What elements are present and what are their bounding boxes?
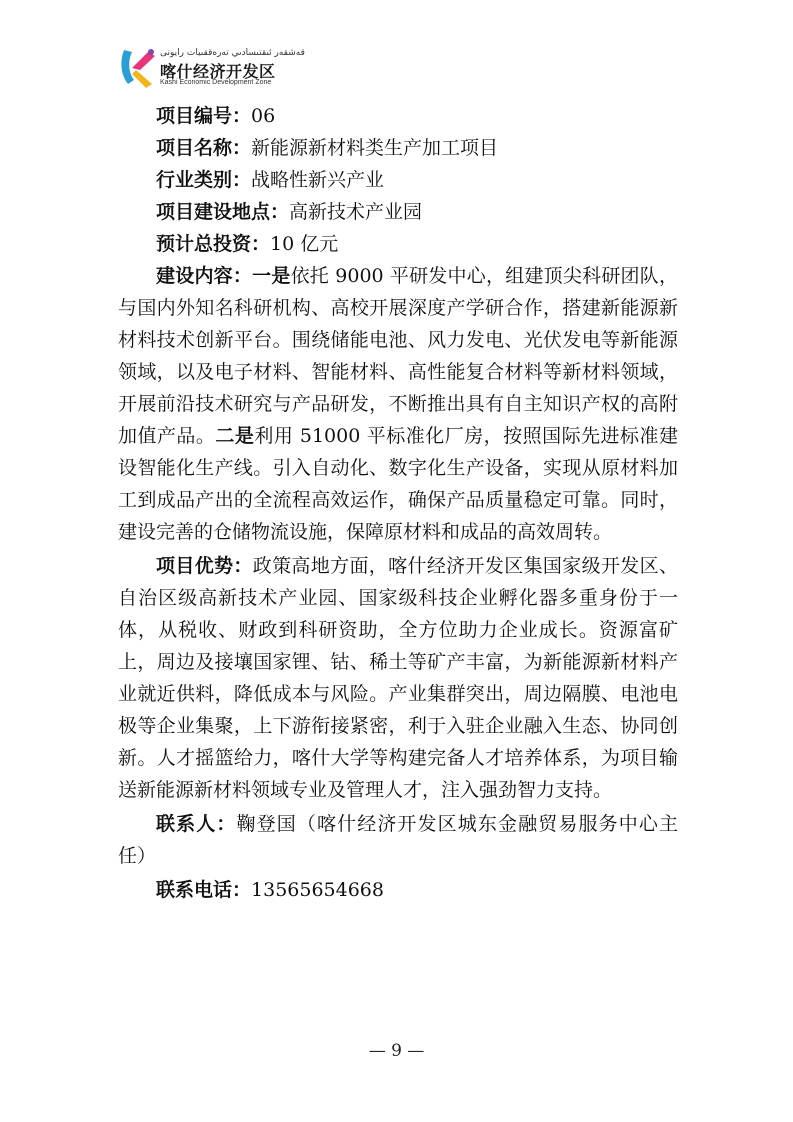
investment-label: 预计总投资： bbox=[156, 233, 271, 255]
project-number-label: 项目编号： bbox=[156, 105, 252, 127]
project-number-line bbox=[118, 100, 678, 132]
construction-second-marker: 二是 bbox=[215, 425, 255, 447]
construction-paragraph bbox=[118, 260, 678, 548]
kashi-logo bbox=[118, 46, 305, 90]
location-label: 项目建设地点： bbox=[156, 201, 290, 223]
construction-label: 建设内容： bbox=[156, 265, 253, 287]
project-name-label: 项目名称： bbox=[156, 137, 252, 159]
construction-second-text: 利用 51000 平标准化厂房，按照国际先进标准建设智能化生产线。引入自动化、数字化生产设备，实现从原材料加工到成品产出的全流程高效运作，确保产品质量稳定可靠。同时，建设完善的仓储物流设施，保障原材料和成品的高效周转。 bbox=[118, 425, 678, 543]
contact-person-value: 鞠登国（喀什经济开发区城东金融贸易服务中心主任） bbox=[118, 813, 678, 867]
document-body bbox=[118, 100, 678, 906]
location-value: 高新技术产业园 bbox=[289, 201, 423, 223]
investment-value: 10 亿元 bbox=[270, 233, 339, 255]
industry-label: 行业类别： bbox=[156, 169, 252, 191]
contact-phone-label: 联系电话： bbox=[156, 879, 252, 901]
logo-chinese-text: 喀什经济开发区 bbox=[160, 62, 276, 81]
kashi-logo-mark-icon bbox=[118, 46, 158, 90]
project-name-line bbox=[118, 132, 678, 164]
project-number-value: 06 bbox=[251, 105, 276, 127]
contact-person-paragraph bbox=[118, 808, 678, 872]
logo-english-text: Kashi Economic Development Zone bbox=[160, 79, 272, 86]
contact-phone-value: 13565654668 bbox=[251, 879, 384, 901]
logo-uyghur-text: قەشقەر ئىقتىسادىي تەرەققىيات رايونى bbox=[160, 48, 305, 58]
page-number: — 9 — bbox=[368, 1041, 425, 1061]
industry-value: 战略性新兴产业 bbox=[251, 169, 385, 191]
advantages-paragraph bbox=[118, 550, 678, 806]
contact-phone-line bbox=[118, 874, 678, 906]
construction-first-text: 依托 9000 平研发中心，组建顶尖科研团队，与国内外知名科研机构、高校开展深度产学研合作，搭建新能源新材料技术创新平台。围绕储能电池、风力发电、光伏发电等新能源领域，以及电子材料、智能材料、高性能复合材料等新材料领域，开展前沿技术研究与产品研发，不断推出具有自主知识产权的高附加值产品。 bbox=[118, 265, 678, 447]
industry-line bbox=[118, 164, 678, 196]
location-line bbox=[118, 196, 678, 228]
construction-first-marker: 一是 bbox=[252, 265, 291, 287]
contact-person-label: 联系人： bbox=[156, 813, 237, 835]
project-name-value: 新能源新材料类生产加工项目 bbox=[251, 137, 499, 159]
advantages-label: 项目优势： bbox=[156, 555, 253, 577]
advantages-text: 政策高地方面，喀什经济开发区集国家级开发区、自治区级高新技术产业园、国家级科技企业孵化器多重身份于一体，从税收、财政到科研资助，全方位助力企业成长。资源富矿上，周边及接壤国家锂、钴、稀土等矿产丰富，为新能源新材料产业就近供料，降低成本与风险。产业集群突出，周边隔膜、电池电极等企业集聚，上下游衔接紧密，利于入驻企业融入生态、协同创新。人才摇篮给力，喀什大学等构建完备人才培养体系，为项目输送新能源新材料领域专业及管理人才，注入强劲智力支持。 bbox=[118, 555, 678, 801]
investment-line bbox=[118, 228, 678, 260]
